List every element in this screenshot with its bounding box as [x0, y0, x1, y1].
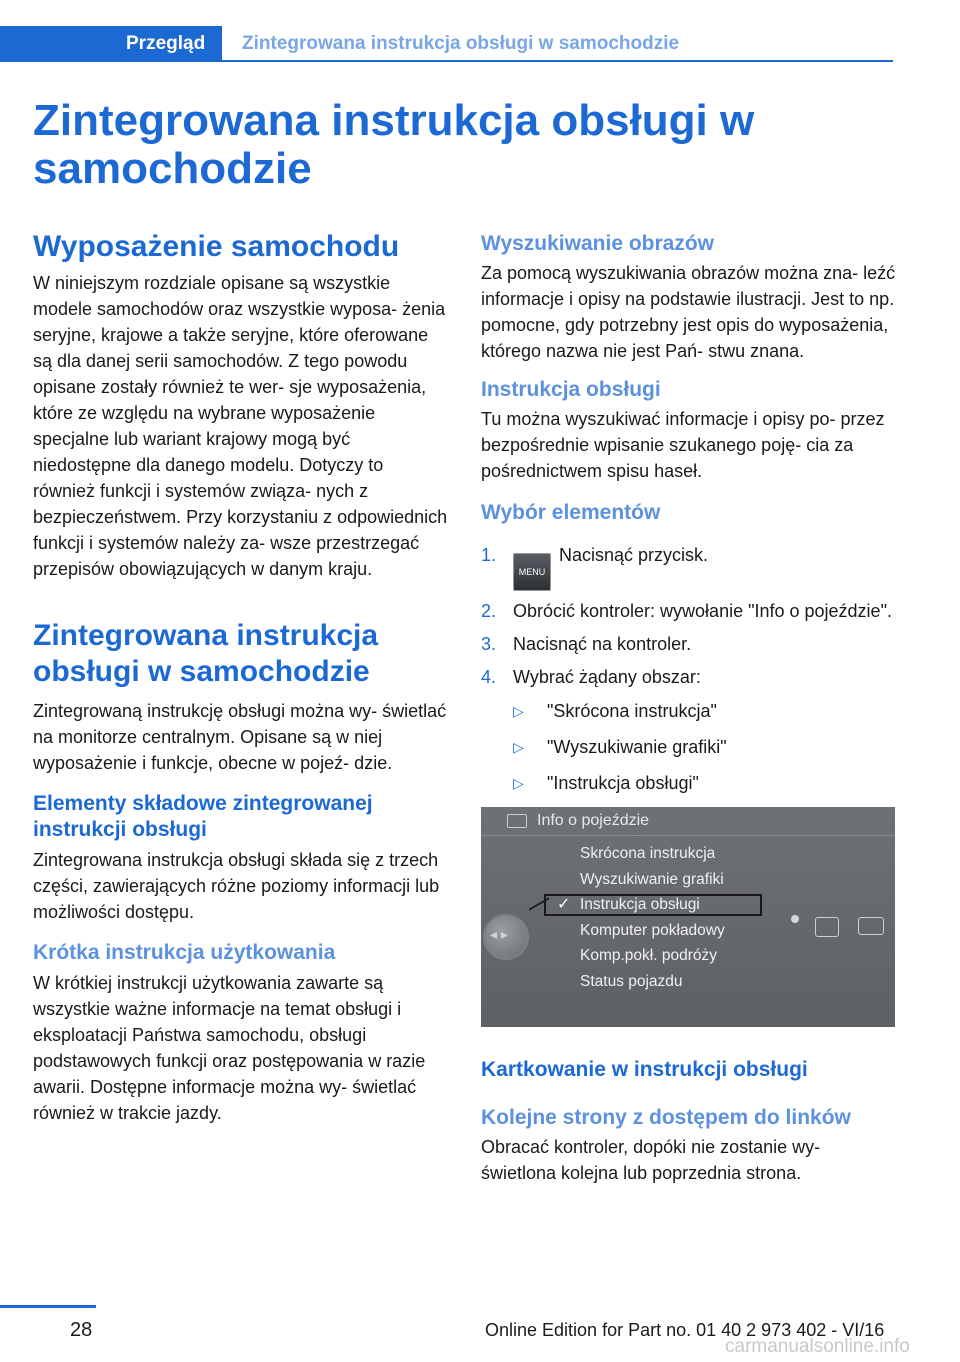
options-list [513, 698, 896, 796]
paragraph-equipment: W niniejszym rozdziale opisane są wszystkie modele samochodów oraz wszystkie wyposa- żenia seryjne, krajowe a także seryjne, które oferowane są dla danej serii samochodów. Z tego powodu opisane zostały również te wer- sje wyposażenia, które ze względu na wybrane wyposażenie specjalne lub wariant krajowy mogą być niedostępne dla danego modelu. Dotyczy to również funkcji i systemów związa- nych z bezpieczeństwem. Przy korzystaniu z odpowiednich funkcji i systemów należy za- wsze przestrzegać przepisów obowiązujących w danym kraju. [33, 273, 448, 579]
step-number: 3. [481, 634, 497, 654]
right-column [481, 225, 896, 1186]
paragraph-elements: Zintegrowana instrukcja obsługi składa się z trzech części, zawierających różne poziomy informacji lub możliwości dostępu. [33, 850, 440, 922]
header-bar [0, 26, 893, 62]
paragraph-manual: Tu można wyszukiwać informacje i opisy po- przez bezpośrednie wpisanie szukanego poję- cia za pośrednictwem spisu haseł. [481, 409, 885, 481]
heading-equipment: Wyposażenie samochodu [33, 230, 400, 263]
option-item [513, 698, 896, 724]
step-item [481, 664, 896, 796]
footer-divider [0, 1305, 96, 1308]
step-item [481, 598, 896, 624]
edition-text: Online Edition for Part no. 01 40 2 973 402 - VI/16 [485, 1320, 885, 1340]
step-text: Obrócić kontroler: wywołanie "Info o pojeździe". [513, 601, 892, 621]
steps-list [481, 542, 896, 796]
section-breadcrumb[interactable]: Zintegrowana instrukcja obsługi w samochodzie [242, 33, 680, 54]
option-item [513, 770, 896, 796]
screen-menu-item: Komp.pokł. podróży [580, 947, 717, 964]
chapter-tab[interactable]: Przegląd [0, 26, 222, 62]
page-title: Zintegrowana instrukcja obsługi w samochodzie [33, 96, 755, 193]
display-icon [858, 917, 884, 935]
step-number: 2. [481, 601, 497, 621]
check-icon: ✓ [557, 896, 571, 913]
heading-image-search: Wyszukiwanie obrazów [481, 232, 714, 255]
option-text: "Instrukcja obsługi" [547, 773, 699, 793]
heading-paging: Kartkowanie w instrukcji obsługi [481, 1058, 808, 1081]
option-item [513, 734, 896, 760]
menu-button-icon: MENU [513, 553, 551, 591]
step-text: Wybrać żądany obszar: [513, 667, 701, 687]
watermark-text: carmanualsonline.info [725, 1336, 910, 1357]
paragraph-integrated-manual: Zintegrowaną instrukcję obsługi można wy- świetlać na monitorze centralnym. Opisane są w niej wyposażenie i funkcje, obecne w pojeź- dzie. [33, 701, 447, 773]
heading-integrated-manual: Zintegrowana instrukcja obsługi w samochodzie [33, 619, 379, 688]
option-text: "Skrócona instrukcja" [547, 701, 717, 721]
triangle-bullet-icon: ▷ [513, 703, 524, 719]
heading-elements: Elementy składowe zintegrowanej instrukcji obsługi [33, 792, 373, 841]
step-text: Nacisnąć na kontroler. [513, 634, 692, 654]
screen-title: Info o pojeździe [537, 812, 650, 829]
vehicle-info-icon [507, 814, 527, 828]
heading-selecting: Wybór elementów [481, 501, 661, 524]
heading-next-pages: Kolejne strony z dostępem do linków [481, 1106, 851, 1129]
step-item [481, 631, 896, 657]
triangle-bullet-icon: ▷ [513, 775, 524, 791]
screen-menu-item: Instrukcja obsługi [580, 896, 700, 913]
step-text: Nacisnąć przycisk. [559, 545, 709, 565]
screen-menu [580, 841, 725, 994]
paragraph-next-pages: Obracać kontroler, dopóki nie zostanie wy- świetlona kolejna lub poprzednia strona. [481, 1137, 821, 1183]
page-number: 28 [70, 1319, 93, 1341]
arrows-icon: ◂ ▸ [490, 926, 508, 942]
screen-menu-item: Komputer pokładowy [580, 921, 725, 939]
heading-short-manual: Krótka instrukcja użytkowania [33, 941, 336, 964]
screen-menu-item: Skrócona instrukcja [580, 845, 716, 862]
left-column [33, 225, 448, 1126]
step-number: 1. [481, 545, 497, 565]
manual-icon [815, 917, 839, 937]
screen-menu-item: Status pojazdu [580, 972, 683, 990]
heading-manual: Instrukcja obsługi [481, 378, 661, 401]
selection-highlight [544, 894, 762, 916]
option-text: "Wyszukiwanie grafiki" [547, 737, 727, 757]
paragraph-short-manual: W krótkiej instrukcji użytkowania zawarte są wszystkie ważne informacje na temat obsługi i eksploatacji Państwa samochodu, obsługi podstawowych funkcji oraz postępowania w razie awarii. Dostępne informacje można wy- świetlać również w trakcie jazdy. [33, 973, 426, 1123]
paragraph-image-search: Za pomocą wyszukiwania obrazów można zna- leźć informacje i opisy na podstawie ilustracji. Jest to np. pomocne, gdy potrzebny jest opis do wyposażenia, którego nazwa nie jest Pań- stwu znana. [481, 263, 896, 361]
leader-line [529, 897, 549, 927]
triangle-bullet-icon: ▷ [513, 739, 524, 755]
idrive-screen-illustration [481, 807, 895, 1027]
step-item [481, 542, 896, 591]
step-number: 4. [481, 667, 497, 687]
screen-menu-item: Wyszukiwanie grafiki [580, 870, 724, 888]
pointer-dot-icon [791, 915, 799, 923]
screen-divider [481, 835, 895, 836]
